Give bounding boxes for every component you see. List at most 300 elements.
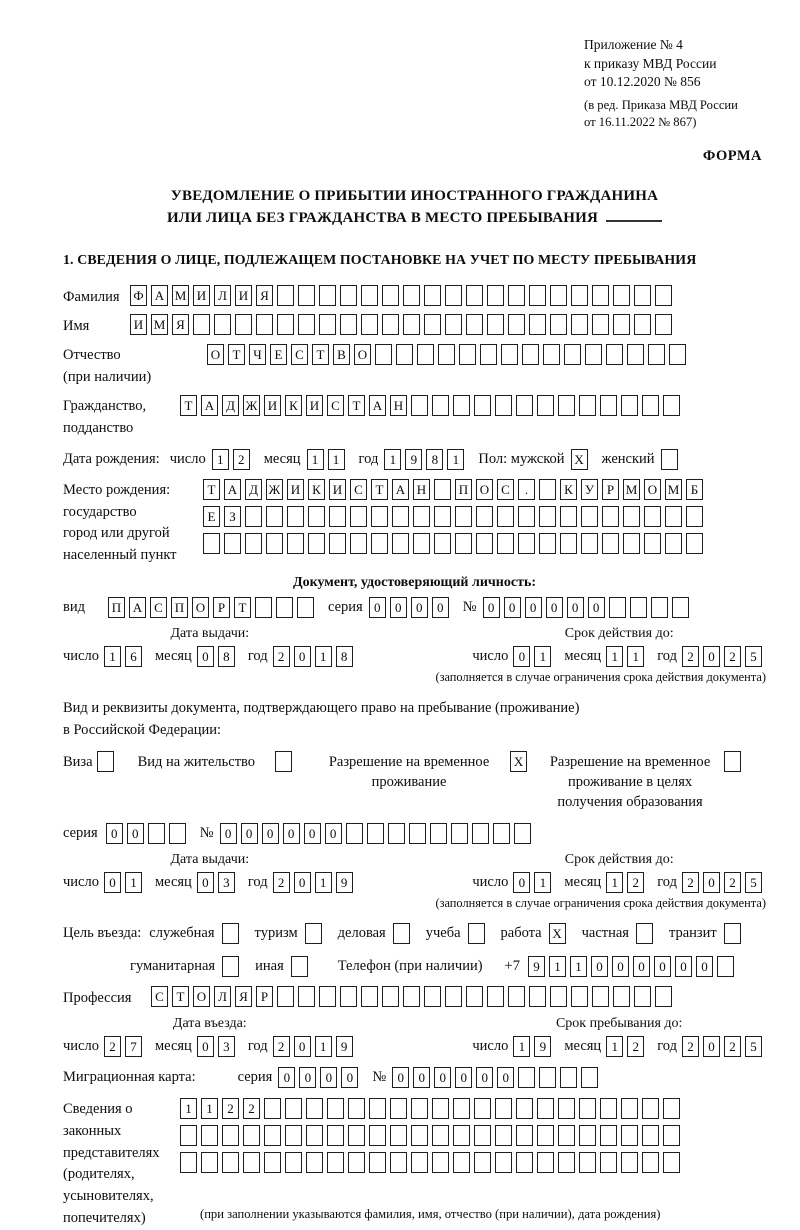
- char-box[interactable]: [550, 314, 567, 335]
- char-box[interactable]: [663, 395, 680, 416]
- char-box[interactable]: [623, 506, 640, 527]
- char-box[interactable]: [655, 285, 672, 306]
- char-box[interactable]: [390, 1125, 407, 1146]
- char-box[interactable]: О: [644, 479, 661, 500]
- char-box[interactable]: [403, 314, 420, 335]
- char-box[interactable]: 2: [724, 646, 741, 667]
- char-box[interactable]: 0: [106, 823, 123, 844]
- char-box[interactable]: [287, 506, 304, 527]
- char-box[interactable]: [201, 1125, 218, 1146]
- char-box[interactable]: [571, 986, 588, 1007]
- char-box[interactable]: И: [130, 314, 147, 335]
- char-box[interactable]: [518, 533, 535, 554]
- char-box[interactable]: А: [369, 395, 386, 416]
- char-box[interactable]: [297, 597, 314, 618]
- char-box[interactable]: [390, 1098, 407, 1119]
- char-box[interactable]: [665, 533, 682, 554]
- char-box[interactable]: [648, 344, 665, 365]
- char-box[interactable]: [256, 314, 273, 335]
- char-box[interactable]: [560, 1067, 577, 1088]
- char-box[interactable]: [409, 823, 426, 844]
- char-box[interactable]: [634, 986, 651, 1007]
- char-box[interactable]: З: [224, 506, 241, 527]
- char-box[interactable]: [497, 506, 514, 527]
- char-box[interactable]: 2: [682, 872, 699, 893]
- char-box[interactable]: [623, 533, 640, 554]
- char-box[interactable]: [276, 597, 293, 618]
- char-box[interactable]: 2: [273, 872, 290, 893]
- char-box[interactable]: 0: [483, 597, 500, 618]
- char-box[interactable]: [203, 533, 220, 554]
- char-box[interactable]: 1: [104, 646, 121, 667]
- char-box[interactable]: 1: [447, 449, 464, 470]
- char-box[interactable]: [644, 506, 661, 527]
- char-box[interactable]: 1: [307, 449, 324, 470]
- char-box[interactable]: О: [354, 344, 371, 365]
- char-box[interactable]: [266, 533, 283, 554]
- char-box[interactable]: [350, 506, 367, 527]
- char-box[interactable]: [602, 533, 619, 554]
- char-box[interactable]: [558, 1125, 575, 1146]
- char-box[interactable]: [592, 285, 609, 306]
- char-box[interactable]: П: [171, 597, 188, 618]
- char-box[interactable]: [245, 506, 262, 527]
- char-box[interactable]: [508, 314, 525, 335]
- char-box[interactable]: [393, 923, 410, 944]
- char-box[interactable]: 0: [299, 1067, 316, 1088]
- char-box[interactable]: [724, 923, 741, 944]
- char-box[interactable]: [264, 1125, 281, 1146]
- char-box[interactable]: К: [285, 395, 302, 416]
- char-box[interactable]: 0: [432, 597, 449, 618]
- char-box[interactable]: [495, 1098, 512, 1119]
- char-box[interactable]: [522, 344, 539, 365]
- char-box[interactable]: Я: [256, 285, 273, 306]
- char-box[interactable]: [285, 1125, 302, 1146]
- char-box[interactable]: [581, 1067, 598, 1088]
- char-box[interactable]: [539, 533, 556, 554]
- char-box[interactable]: [453, 395, 470, 416]
- char-box[interactable]: [516, 395, 533, 416]
- char-box[interactable]: [493, 823, 510, 844]
- char-box[interactable]: К: [560, 479, 577, 500]
- char-box[interactable]: 9: [405, 449, 422, 470]
- char-box[interactable]: Ф: [130, 285, 147, 306]
- char-box[interactable]: 0: [476, 1067, 493, 1088]
- char-box[interactable]: [487, 986, 504, 1007]
- char-box[interactable]: М: [172, 285, 189, 306]
- char-box[interactable]: 0: [525, 597, 542, 618]
- char-box[interactable]: [627, 344, 644, 365]
- char-box[interactable]: [319, 285, 336, 306]
- char-box[interactable]: [169, 823, 186, 844]
- char-box[interactable]: [564, 344, 581, 365]
- char-box[interactable]: [602, 506, 619, 527]
- char-box[interactable]: С: [497, 479, 514, 500]
- char-box[interactable]: 1: [606, 1036, 623, 1057]
- char-box[interactable]: [361, 314, 378, 335]
- char-box[interactable]: 0: [567, 597, 584, 618]
- char-box[interactable]: И: [306, 395, 323, 416]
- char-box[interactable]: [222, 1125, 239, 1146]
- char-box[interactable]: Я: [172, 314, 189, 335]
- char-box[interactable]: Н: [413, 479, 430, 500]
- char-box[interactable]: 1: [201, 1098, 218, 1119]
- char-box[interactable]: Л: [214, 986, 231, 1007]
- char-box[interactable]: [266, 506, 283, 527]
- char-box[interactable]: [474, 1125, 491, 1146]
- char-box[interactable]: 3: [218, 1036, 235, 1057]
- char-box[interactable]: 0: [455, 1067, 472, 1088]
- char-box[interactable]: [455, 506, 472, 527]
- char-box[interactable]: 0: [390, 597, 407, 618]
- char-box[interactable]: 2: [222, 1098, 239, 1119]
- char-box[interactable]: П: [108, 597, 125, 618]
- char-box[interactable]: [497, 533, 514, 554]
- char-box[interactable]: 0: [241, 823, 258, 844]
- char-box[interactable]: [539, 506, 556, 527]
- char-box[interactable]: [508, 986, 525, 1007]
- char-box[interactable]: [672, 597, 689, 618]
- char-box[interactable]: 1: [212, 449, 229, 470]
- char-box[interactable]: [451, 823, 468, 844]
- char-box[interactable]: [518, 506, 535, 527]
- char-box[interactable]: А: [392, 479, 409, 500]
- char-box[interactable]: [445, 986, 462, 1007]
- char-box[interactable]: [369, 1125, 386, 1146]
- char-box[interactable]: [245, 533, 262, 554]
- char-box[interactable]: 0: [320, 1067, 337, 1088]
- char-box[interactable]: А: [129, 597, 146, 618]
- char-box[interactable]: 0: [546, 597, 563, 618]
- char-box[interactable]: [222, 923, 239, 944]
- char-box[interactable]: [495, 1125, 512, 1146]
- char-box[interactable]: Т: [312, 344, 329, 365]
- char-box[interactable]: [501, 344, 518, 365]
- char-box[interactable]: [543, 344, 560, 365]
- char-box[interactable]: [375, 344, 392, 365]
- char-box[interactable]: X: [510, 751, 527, 772]
- char-box[interactable]: [382, 285, 399, 306]
- char-box[interactable]: В: [333, 344, 350, 365]
- char-box[interactable]: [369, 1098, 386, 1119]
- char-box[interactable]: [340, 314, 357, 335]
- char-box[interactable]: [388, 823, 405, 844]
- char-box[interactable]: [424, 986, 441, 1007]
- char-box[interactable]: [600, 1098, 617, 1119]
- char-box[interactable]: [340, 285, 357, 306]
- char-box[interactable]: 2: [273, 646, 290, 667]
- char-box[interactable]: И: [329, 479, 346, 500]
- char-box[interactable]: [306, 1098, 323, 1119]
- char-box[interactable]: М: [665, 479, 682, 500]
- char-box[interactable]: Н: [390, 395, 407, 416]
- char-box[interactable]: [346, 823, 363, 844]
- char-box[interactable]: У: [581, 479, 598, 500]
- char-box[interactable]: [558, 395, 575, 416]
- char-box[interactable]: С: [150, 597, 167, 618]
- char-box[interactable]: П: [455, 479, 472, 500]
- char-box[interactable]: 2: [627, 872, 644, 893]
- char-box[interactable]: [634, 314, 651, 335]
- char-box[interactable]: Л: [214, 285, 231, 306]
- char-box[interactable]: 0: [392, 1067, 409, 1088]
- char-box[interactable]: 0: [633, 956, 650, 977]
- char-box[interactable]: [411, 395, 428, 416]
- char-box[interactable]: [466, 314, 483, 335]
- char-box[interactable]: С: [327, 395, 344, 416]
- char-box[interactable]: [298, 314, 315, 335]
- char-box[interactable]: [686, 533, 703, 554]
- char-box[interactable]: М: [623, 479, 640, 500]
- char-box[interactable]: 9: [528, 956, 545, 977]
- char-box[interactable]: 0: [703, 872, 720, 893]
- char-box[interactable]: 0: [513, 872, 530, 893]
- char-box[interactable]: [529, 285, 546, 306]
- char-box[interactable]: [319, 986, 336, 1007]
- char-box[interactable]: Я: [235, 986, 252, 1007]
- char-box[interactable]: [287, 533, 304, 554]
- char-box[interactable]: 0: [278, 1067, 295, 1088]
- char-box[interactable]: [724, 751, 741, 772]
- char-box[interactable]: Р: [602, 479, 619, 500]
- char-box[interactable]: [224, 533, 241, 554]
- char-box[interactable]: [327, 1125, 344, 1146]
- char-box[interactable]: [634, 285, 651, 306]
- char-box[interactable]: [434, 506, 451, 527]
- char-box[interactable]: 2: [104, 1036, 121, 1057]
- char-box[interactable]: [571, 285, 588, 306]
- char-box[interactable]: [329, 533, 346, 554]
- char-box[interactable]: 0: [283, 823, 300, 844]
- char-box[interactable]: 1: [534, 872, 551, 893]
- char-box[interactable]: 1: [570, 956, 587, 977]
- char-box[interactable]: [579, 395, 596, 416]
- char-box[interactable]: [432, 395, 449, 416]
- char-box[interactable]: [581, 506, 598, 527]
- char-box[interactable]: [243, 1125, 260, 1146]
- char-box[interactable]: Ч: [249, 344, 266, 365]
- char-box[interactable]: Т: [234, 597, 251, 618]
- char-box[interactable]: .: [518, 479, 535, 500]
- char-box[interactable]: Р: [256, 986, 273, 1007]
- char-box[interactable]: [550, 285, 567, 306]
- char-box[interactable]: [663, 1098, 680, 1119]
- char-box[interactable]: М: [151, 314, 168, 335]
- char-box[interactable]: 0: [612, 956, 629, 977]
- char-box[interactable]: [348, 1125, 365, 1146]
- char-box[interactable]: [367, 823, 384, 844]
- char-box[interactable]: [636, 923, 653, 944]
- char-box[interactable]: 0: [413, 1067, 430, 1088]
- char-box[interactable]: [539, 1067, 556, 1088]
- char-box[interactable]: 1: [549, 956, 566, 977]
- char-box[interactable]: [560, 533, 577, 554]
- char-box[interactable]: 0: [703, 1036, 720, 1057]
- char-box[interactable]: И: [287, 479, 304, 500]
- char-box[interactable]: [644, 533, 661, 554]
- char-box[interactable]: 0: [434, 1067, 451, 1088]
- char-box[interactable]: Е: [203, 506, 220, 527]
- char-box[interactable]: 8: [218, 646, 235, 667]
- char-box[interactable]: 1: [513, 1036, 530, 1057]
- char-box[interactable]: 1: [315, 1036, 332, 1057]
- char-box[interactable]: [495, 395, 512, 416]
- char-box[interactable]: 2: [724, 1036, 741, 1057]
- char-box[interactable]: 0: [696, 956, 713, 977]
- char-box[interactable]: [255, 597, 272, 618]
- char-box[interactable]: [453, 1125, 470, 1146]
- char-box[interactable]: [655, 314, 672, 335]
- char-box[interactable]: [642, 1098, 659, 1119]
- char-box[interactable]: 8: [336, 646, 353, 667]
- char-box[interactable]: [487, 314, 504, 335]
- char-box[interactable]: 2: [682, 1036, 699, 1057]
- char-box[interactable]: [472, 823, 489, 844]
- char-box[interactable]: И: [235, 285, 252, 306]
- char-box[interactable]: [235, 314, 252, 335]
- char-box[interactable]: [308, 533, 325, 554]
- char-box[interactable]: [298, 285, 315, 306]
- char-box[interactable]: 5: [745, 872, 762, 893]
- char-box[interactable]: И: [193, 285, 210, 306]
- char-box[interactable]: [600, 1125, 617, 1146]
- char-box[interactable]: 0: [675, 956, 692, 977]
- char-box[interactable]: [466, 986, 483, 1007]
- char-box[interactable]: И: [264, 395, 281, 416]
- char-box[interactable]: [651, 597, 668, 618]
- char-box[interactable]: [476, 533, 493, 554]
- char-box[interactable]: [621, 1125, 638, 1146]
- char-box[interactable]: А: [224, 479, 241, 500]
- char-box[interactable]: [275, 751, 292, 772]
- char-box[interactable]: 1: [606, 646, 623, 667]
- char-box[interactable]: [480, 344, 497, 365]
- char-box[interactable]: [329, 506, 346, 527]
- char-box[interactable]: [630, 597, 647, 618]
- char-box[interactable]: [193, 314, 210, 335]
- char-box[interactable]: [264, 1098, 281, 1119]
- char-box[interactable]: 2: [243, 1098, 260, 1119]
- char-box[interactable]: [413, 533, 430, 554]
- char-box[interactable]: [613, 314, 630, 335]
- char-box[interactable]: Ж: [266, 479, 283, 500]
- char-box[interactable]: 7: [125, 1036, 142, 1057]
- char-box[interactable]: [613, 285, 630, 306]
- char-box[interactable]: С: [350, 479, 367, 500]
- char-box[interactable]: [455, 533, 472, 554]
- char-box[interactable]: О: [476, 479, 493, 500]
- char-box[interactable]: [550, 986, 567, 1007]
- char-box[interactable]: 1: [180, 1098, 197, 1119]
- char-box[interactable]: [518, 1067, 535, 1088]
- char-box[interactable]: 0: [513, 646, 530, 667]
- char-box[interactable]: [579, 1125, 596, 1146]
- char-box[interactable]: [350, 533, 367, 554]
- char-box[interactable]: Д: [222, 395, 239, 416]
- char-box[interactable]: 2: [273, 1036, 290, 1057]
- char-box[interactable]: [277, 314, 294, 335]
- char-box[interactable]: 9: [336, 1036, 353, 1057]
- char-box[interactable]: [396, 344, 413, 365]
- char-box[interactable]: [514, 823, 531, 844]
- char-box[interactable]: [285, 1098, 302, 1119]
- char-box[interactable]: [609, 597, 626, 618]
- char-box[interactable]: 5: [745, 646, 762, 667]
- char-box[interactable]: X: [549, 923, 566, 944]
- char-box[interactable]: 1: [328, 449, 345, 470]
- char-box[interactable]: Т: [172, 986, 189, 1007]
- char-box[interactable]: [411, 1098, 428, 1119]
- char-box[interactable]: [592, 986, 609, 1007]
- char-box[interactable]: [277, 285, 294, 306]
- char-box[interactable]: [305, 923, 322, 944]
- char-box[interactable]: [560, 506, 577, 527]
- char-box[interactable]: [434, 533, 451, 554]
- char-box[interactable]: 0: [591, 956, 608, 977]
- char-box[interactable]: [669, 344, 686, 365]
- char-box[interactable]: [529, 986, 546, 1007]
- char-box[interactable]: [424, 285, 441, 306]
- char-box[interactable]: 5: [745, 1036, 762, 1057]
- char-box[interactable]: 0: [294, 1036, 311, 1057]
- char-box[interactable]: [508, 285, 525, 306]
- char-box[interactable]: С: [151, 986, 168, 1007]
- char-box[interactable]: [621, 395, 638, 416]
- char-box[interactable]: Б: [686, 479, 703, 500]
- char-box[interactable]: 1: [315, 646, 332, 667]
- char-box[interactable]: [319, 314, 336, 335]
- char-box[interactable]: [539, 479, 556, 500]
- char-box[interactable]: [686, 506, 703, 527]
- char-box[interactable]: [516, 1125, 533, 1146]
- char-box[interactable]: 0: [304, 823, 321, 844]
- char-box[interactable]: [413, 506, 430, 527]
- char-box[interactable]: Д: [245, 479, 262, 500]
- char-box[interactable]: 1: [315, 872, 332, 893]
- char-box[interactable]: [621, 1098, 638, 1119]
- char-box[interactable]: [424, 314, 441, 335]
- char-box[interactable]: [655, 986, 672, 1007]
- char-box[interactable]: 2: [682, 646, 699, 667]
- char-box[interactable]: Т: [203, 479, 220, 500]
- char-box[interactable]: 0: [504, 597, 521, 618]
- char-box[interactable]: [529, 314, 546, 335]
- char-box[interactable]: К: [308, 479, 325, 500]
- char-box[interactable]: [571, 314, 588, 335]
- char-box[interactable]: [403, 285, 420, 306]
- char-box[interactable]: 1: [125, 872, 142, 893]
- char-box[interactable]: [222, 956, 239, 977]
- char-box[interactable]: [665, 506, 682, 527]
- char-box[interactable]: [308, 506, 325, 527]
- char-box[interactable]: [453, 1098, 470, 1119]
- char-box[interactable]: 2: [627, 1036, 644, 1057]
- char-box[interactable]: А: [201, 395, 218, 416]
- char-box[interactable]: 0: [104, 872, 121, 893]
- char-box[interactable]: О: [192, 597, 209, 618]
- char-box[interactable]: Е: [270, 344, 287, 365]
- char-box[interactable]: 0: [341, 1067, 358, 1088]
- char-box[interactable]: [340, 986, 357, 1007]
- char-box[interactable]: [371, 533, 388, 554]
- char-box[interactable]: [430, 823, 447, 844]
- char-box[interactable]: [432, 1125, 449, 1146]
- char-box[interactable]: [474, 1098, 491, 1119]
- char-box[interactable]: 0: [703, 646, 720, 667]
- char-box[interactable]: [382, 986, 399, 1007]
- char-box[interactable]: [214, 314, 231, 335]
